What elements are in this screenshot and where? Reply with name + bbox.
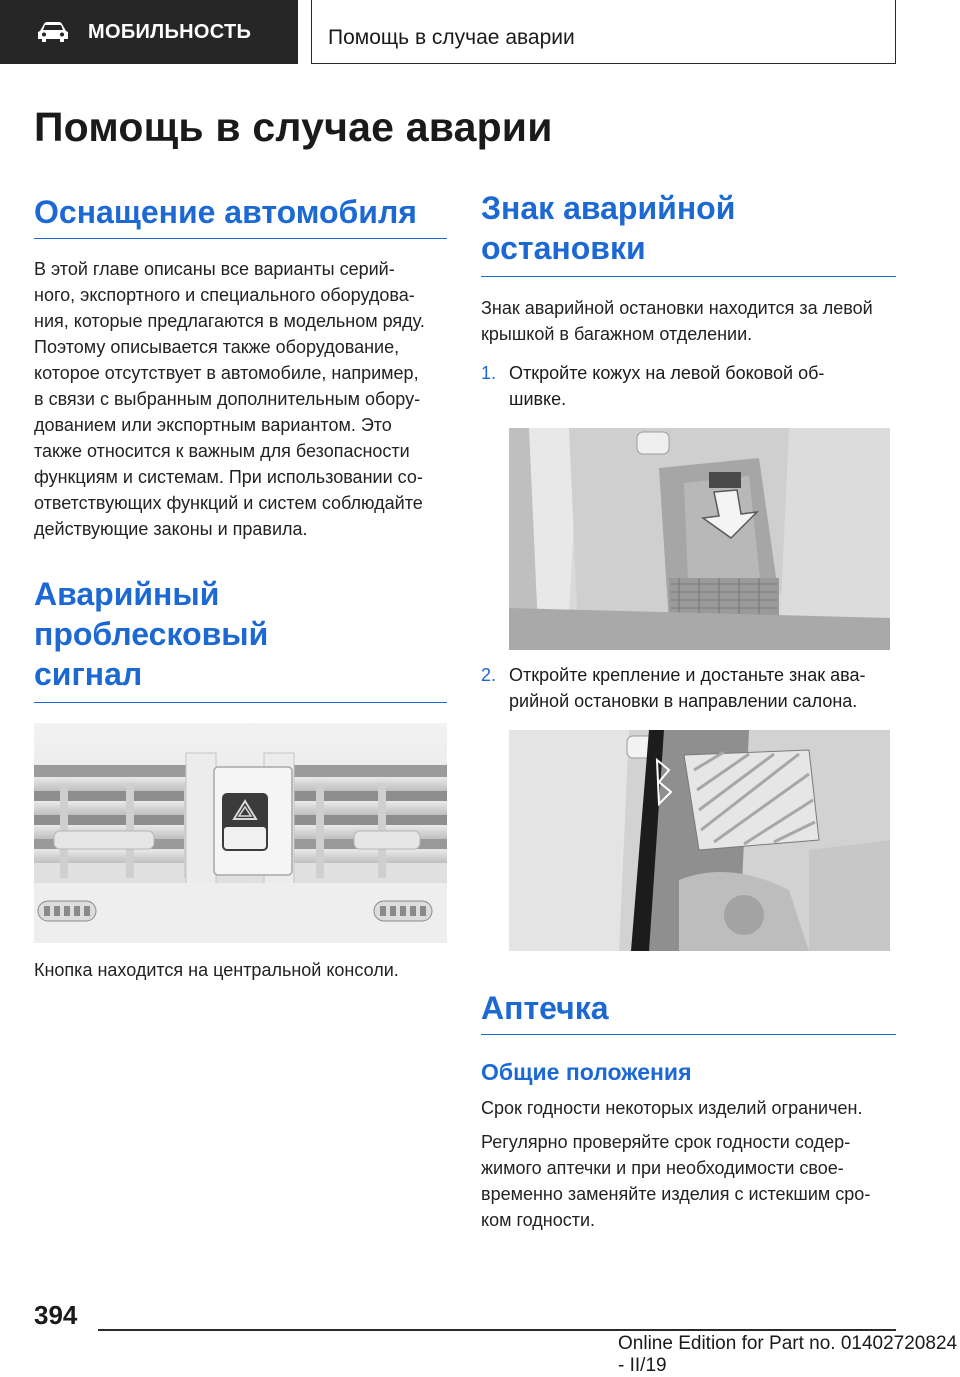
step-line: Откройте кожух на левой боковой об- [509,363,825,383]
chapter-label: Помощь в случае аварии [328,26,575,49]
firstaid-heading: Аптечка [481,988,896,1035]
page-number: 394 [34,1300,78,1330]
triangle-intro-line: крышкой в багажном отделении. [481,324,753,344]
right-column [481,188,896,1233]
general-p2-line: жимого аптечки и при необходимости свое- [481,1158,844,1178]
triangle-heading: Знак аварийной остановки [481,188,896,277]
vent-slats-right [292,765,447,878]
hazard-button-image [34,723,447,943]
general-subheading: Общие положения [481,1059,692,1085]
step-line: рийной остановки в направлении салона. [509,691,858,711]
equipment-line: Поэтому описывается также оборудование, [34,337,400,357]
edition-text: Online Edition for Part no. 01402720824 - II/19 [618,1333,958,1376]
equipment-line: действующие законы и правила. [34,519,308,539]
equipment-line: В этой главе описаны все варианты серий- [34,259,395,279]
equipment-line: ответствующих функций и систем соблюдайте [34,493,423,513]
equipment-line: ного, экспортного и специального оборудова- [34,285,415,305]
chapter-title-box [311,0,896,64]
step-number: 2. [481,665,497,685]
step-number: 1. [481,363,497,383]
equipment-line: также относится к важным для безопасности [34,441,410,461]
step-2 [481,662,896,714]
step-line: шивке. [509,389,567,409]
general-p2-line: ком годности. [481,1210,596,1230]
general-p2-line: Регулярно проверяйте срок годности содер- [481,1132,851,1152]
equipment-line: дованием или экспортным вариантом. Это [34,415,392,435]
equipment-heading: Оснащение автомобиля [34,192,447,239]
hazard-heading: Аварийный проблесковый сигнал [34,574,447,703]
hazard-button [222,793,268,851]
left-column [34,188,447,983]
triangle-intro-line: Знак аварийной остановки находится за левой [481,298,873,318]
step-1 [481,360,896,412]
equipment-text [34,256,447,542]
general-p2-line: временно заменяйте изделия с истекшим сро- [481,1184,871,1204]
general-p2 [481,1129,896,1233]
warning-triangle-image [509,730,890,951]
section-tab[interactable] [0,0,298,64]
equipment-line: ния, которые предлагаются в модельном ряду. [34,311,425,331]
footer-rule [98,1329,896,1331]
trunk-cover-image [509,428,890,650]
equipment-line: которое отсутствует в автомобиле, например, [34,363,419,383]
triangle-intro [481,295,896,347]
equipment-line: функциям и системам. При использовании со- [34,467,423,487]
general-p1: Срок годности некоторых изделий ограничен. [481,1098,863,1118]
car-icon [36,21,70,43]
section-label: МОБИЛЬНОСТЬ [88,20,252,43]
page-title: Помощь в случае аварии [34,104,553,150]
step-line: Откройте крепление и достаньте знак ава- [509,665,866,685]
hazard-caption: Кнопка находится на центральной консоли. [34,960,399,980]
equipment-line: в связи с выбранным дополнительным обору- [34,389,421,409]
